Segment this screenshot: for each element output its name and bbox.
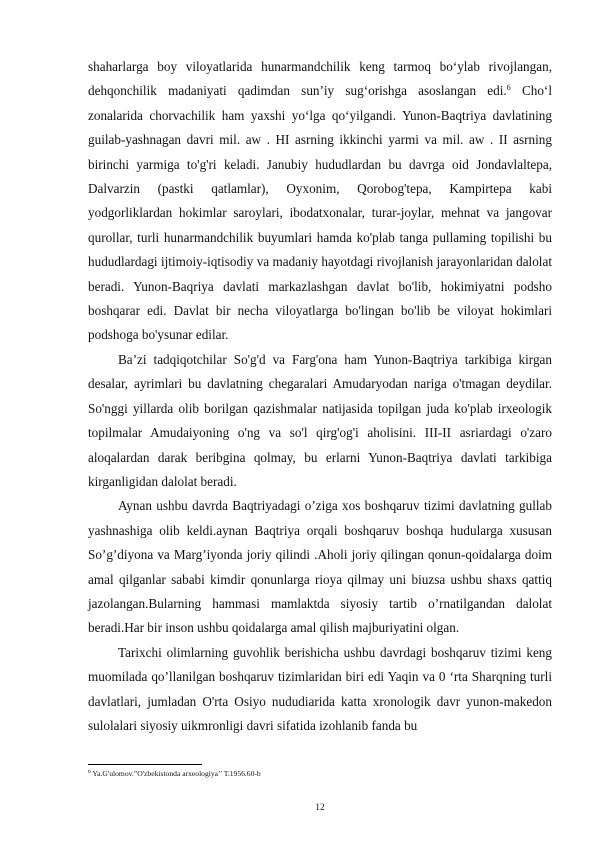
paragraph-1 [88, 55, 552, 348]
footnote-reference[interactable]: 6 [506, 83, 511, 93]
footnote [88, 769, 552, 779]
paragraph-3: Aynan ushbu davrda Baqtriyadagi o’ziga xos boshqaruv tizimi davlatning gullab yashnashiga olib keldi.aynan Baqtriya orqali boshqaruv boshqa hudularga xususan So’g’diyona va Marg’iyonda joriy qilindi .Aholi joriy qilingan qonun-qoidalarga doim amal qilganlar sababi kimdir qonunlarga rioya qilmay uni biuzsa ushbu shaxs qattiq jazolangan.Bularning hammasi mamlaktda siyosiy tartib o’rnatilgandan dalolat beradi.Har bir inson ushbu qoidalarga amal qilish majburiyatini olgan. [88, 498, 552, 636]
footnote-text: Ya.G'ulomov.”O'zbekistonda arxeologiya’’ T.1956.60-b [90, 769, 261, 778]
page-number: 12 [315, 803, 325, 813]
paragraph-2: Ba’zi tadqiqotchilar So'g'd va Farg'ona ham Yunon-Baqtriya tarkibiga kirgan desalar, ayrimlari bu davlatning chegaralari Amudaryodan nariga o'tmagan deydilar. So'nggi yillarda olib borilgan qazishmalar natijasida topilgan juda ko'plab irxeologik topilmalar Amudaiyoning o'ng va so'l qirg'og'i aholisini. III-II asriardagi o'zaro aloqalardan darak beribgina qolmay, bu erlarni Yunon-Baqtriya davlati tarkibiga kirganligidan dalolat beradi. [88, 351, 552, 489]
footnote-separator [88, 764, 202, 765]
paragraph-1-continuation: Cho‘l zonalarida chorvachilik ham yaxshi yo‘lga qo‘yilgandi. Yunon-Baqtriya davlatining guilab-yashnagan davri mil. aw . HI asrning ikkinchi yarmi va mil. aw . II asrning birinchi yarmiga to'g'ri keladi. Janubiy hududlardan bu davrga oid Jondavlaltepa, Dalvarzin (pastki qatlamlar), Oyxonim, Qorobog'tepa, Kampirtepa kabi yodgorliklardan hokimlar saroylari, ibodatxonalar, turar-joylar, mehnat va jangovar qurollar, turli hunarmandchilik buyumlari hamda ko'plab tanga pullaming topilishi bu hududlardagi ijtimoiy-iqtisodiy va madaniy hayotdagi rivojlanish jarayonlaridan dalolat beradi. Yunon-Baqriya davlati markazlashgan davlat bo'lib, hokimiyatni podsho boshqarar edi. Davlat bir necha viloyatlarga bo'lingan bo'lib be viloyat hokimlari podshoga bo'ysunar edilar. [88, 83, 552, 343]
body-text [88, 55, 552, 738]
footnote-number: 6 [88, 769, 91, 775]
paragraph-1-text: shaharlarga boy viloyatlarida hunarmandchilik keng tarmoq bo‘ylab rivojlangan, dehqonchilik madaniyati qadimdan sun’iy sug‘orishga asoslangan edi. [88, 59, 552, 99]
paragraph-4: Tarixchi olimlarning guvohlik berishicha ushbu davrdagi boshqaruv tizimi keng muomilada qo’llanilgan boshqaruv tizimlaridan biri edi Yaqin va 0 ‘rta Sharqning turli davlatlari, jumladan O'rta Osiyo nududiarida katta xronologik davr yunon-makedon sulolalari siyosiy uikmronligi davri sifatida izohlanib fanda bu [88, 644, 552, 733]
